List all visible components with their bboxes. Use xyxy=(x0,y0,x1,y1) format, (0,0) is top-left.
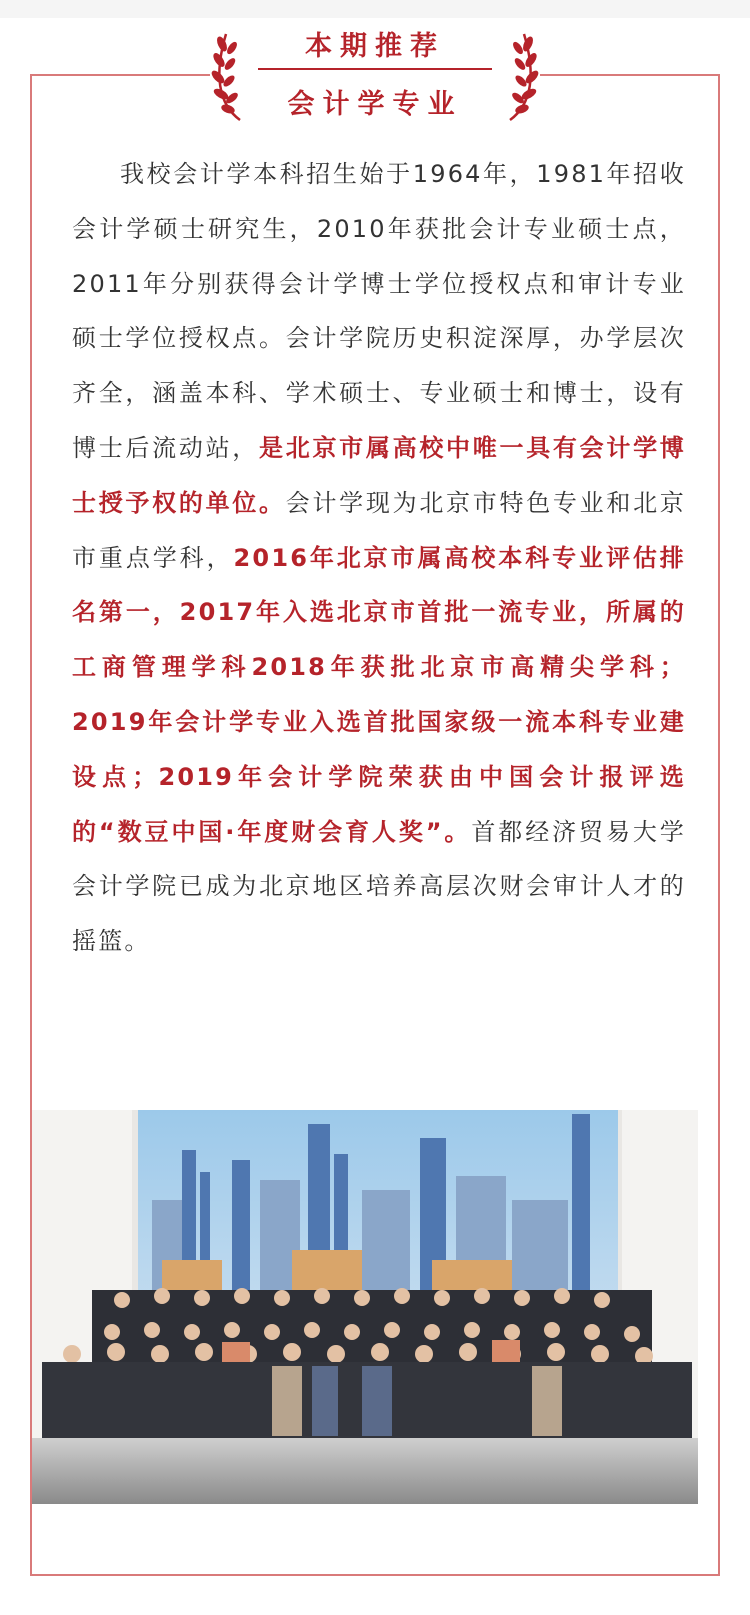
text-segment: 我校会计学本科招生始于1964年，1981年招收会计学硕士研究生，2010年获批会计专业硕士点，2011年分别获得会计学博士学位授权点和审计专业硕士学位授权点。会计学院历史积淀深厚，办学层次齐全，涵盖本科、学术硕士、专业硕士和博士，设有博士后流动站， xyxy=(72,160,686,462)
group-photo-image xyxy=(32,1110,698,1504)
article-body xyxy=(72,147,686,969)
top-strip xyxy=(0,0,750,18)
header-subtitle: 会计学专业 xyxy=(287,89,463,120)
article-paragraph xyxy=(72,147,686,969)
text-segment: 会计学现为北京市特色专业和北京市重点学科， xyxy=(72,488,686,572)
header-divider xyxy=(258,68,492,70)
group-photo xyxy=(32,1110,698,1504)
highlight-segment: 是北京市属高校中唯一具有会计学博士授予权的单位。 xyxy=(72,433,686,517)
header-badge xyxy=(210,18,540,122)
highlight-segment: 2016年北京市属高校本科专业评估排名第一，2017年入选北京市首批一流专业，所属的工商管理学科2018年获批北京市高精尖学科；2019年会计学专业入选首批国家级一流本科专业建设点；2019年会计学院荣获由中国会计报评选的“数豆中国·年度财会育人奖”。 xyxy=(72,543,687,846)
text-segment: 首都经济贸易大学会计学院已成为北京地区培养高层次财会审计人才的摇篮。 xyxy=(72,817,686,956)
header-title: 本期推荐 xyxy=(305,31,445,62)
laurel-right-icon xyxy=(500,24,540,124)
